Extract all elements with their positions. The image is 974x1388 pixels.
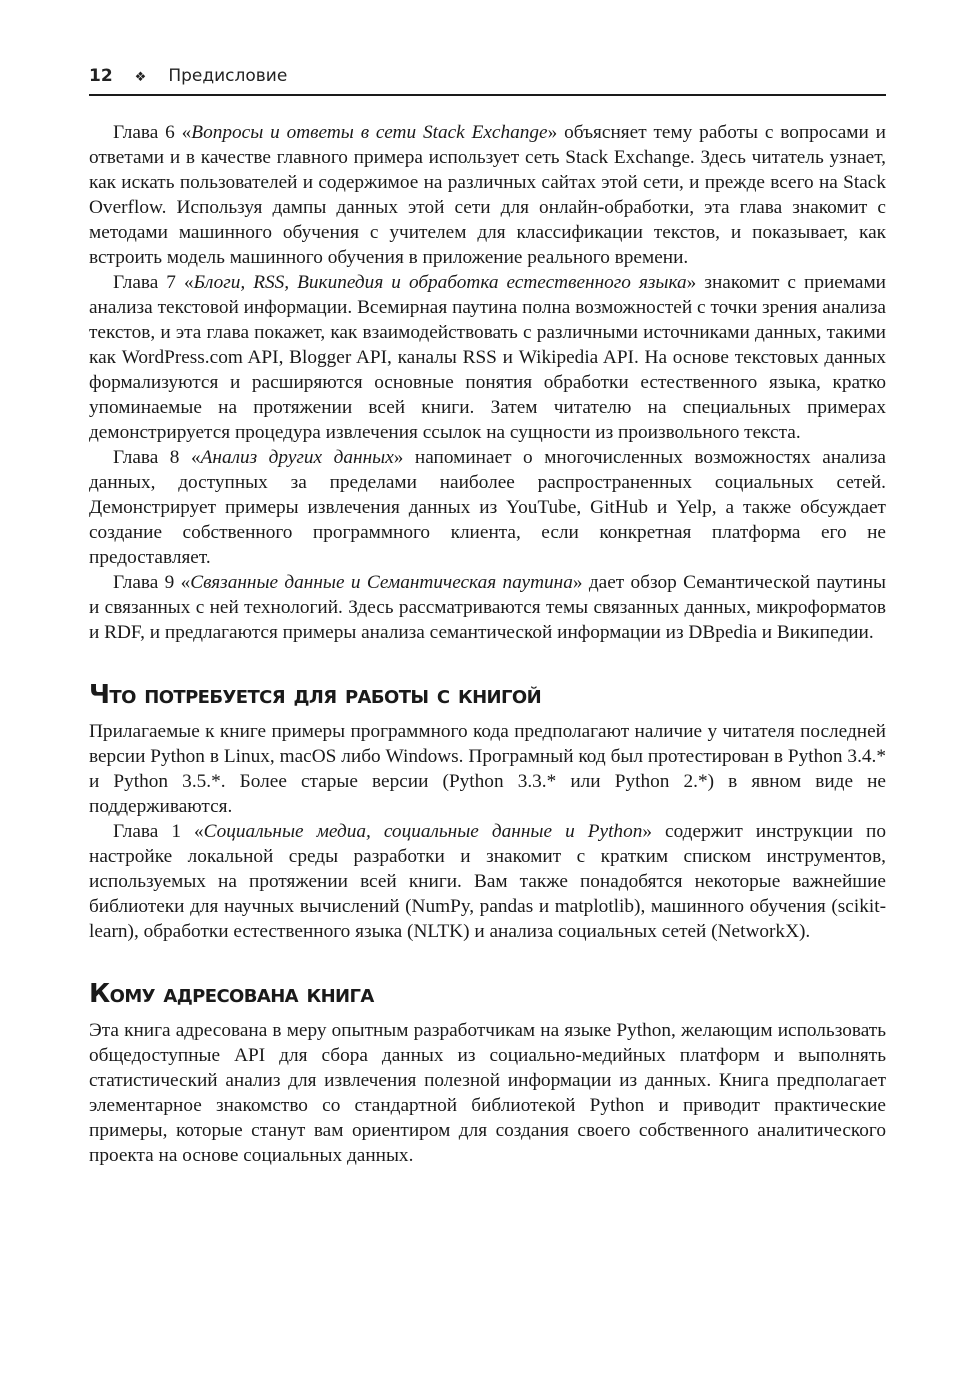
section-title: Предисловие bbox=[168, 66, 288, 86]
chapter-7-paragraph: Глава 7 «Блоги, RSS, Википедия и обработка естественного языка» знакомит с приемами анализа текстовой информации. Всемирная паутина полна возможностей с точки зрения анализа текстов, и эта глава покажет, как взаимодействовать с различными источниками данных, такими как WordPress.com API, Blogger API, каналы RSS и Wikipedia API. На основе текстовых данных формализуются и расширяются основные понятия обработки естественного языка, кратко упоминаемые на протяжении всей книги. Затем читателю на специальных примерах демонстрируется процедура извлечения ссылок на сущности из произвольного текста. bbox=[89, 272, 886, 443]
chapter-title: Анализ других данных bbox=[200, 447, 394, 468]
book-page bbox=[89, 66, 886, 1168]
requirements-heading: Что потребуется для работы с книгой bbox=[89, 680, 542, 710]
page-body bbox=[89, 120, 886, 1168]
requirements-paragraph: Прилагаемые к книге примеры программного кода предполагают наличие у читателя последней версии Python в Linux, macOS либо Windows. Програмный код был протестирован в Python 3.4.* и Python 3.5.*. Более старые версии (Python 3.3.* или Python 2.*) в явном виде не поддерживаются. bbox=[89, 721, 886, 817]
chapter-9-paragraph: Глава 9 «Связанные данные и Семантическая паутина» дает обзор Семантической паутины и связанных с ней технологий. Здесь рассматриваются темы связанных данных, микроформатов и RDF, и предлагаются примеры анализа семантической информации из DBpedia и Википедии. bbox=[89, 572, 886, 643]
chapter-title: Блоги, RSS, Википедия и обработка естественного языка bbox=[193, 272, 687, 293]
running-header bbox=[89, 66, 886, 96]
chapter-title: Социальные медиа, социальные данные и Python bbox=[203, 821, 643, 842]
chapter-title: Связанные данные и Семантическая паутина bbox=[190, 572, 573, 593]
audience-heading: Кому адресована книга bbox=[89, 979, 374, 1009]
chapter-title: Вопросы и ответы в сети Stack Exchange bbox=[191, 122, 548, 143]
audience-paragraph: Эта книга адресована в меру опытным разработчикам на языке Python, желающим использовать общедоступные API для сбора данных из социально-медийных платформ и выполнять статистический анализ для извлечения полезной информации из данных. Книга предполагает элементарное знакомство со стандартной библиотекой Python и приводит практические примеры, которые станут вам ориентиром для создания своего собственного аналитического проекта на основе социальных данных. bbox=[89, 1020, 886, 1166]
diamond-ornament-icon: ❖ bbox=[134, 70, 147, 85]
chapter-6-paragraph: Глава 6 «Вопросы и ответы в сети Stack Exchange» объясняет тему работы с вопросами и ответами и в качестве главного примера использует сеть Stack Exchange. Здесь читатель узнает, как искать пользователей и содержимое на различных сайтах этой сети, и прежде всего на Stack Overflow. Используя дампы данных этой сети для онлайн-обработки, эта глава знакомит с методами машинного обучения с учителем для классификации текстов, и показывает, как встроить модель машинного обучения в приложение реального времени. bbox=[89, 122, 886, 268]
page-number: 12 bbox=[89, 66, 113, 86]
chapter-8-paragraph: Глава 8 «Анализ других данных» напоминает о многочисленных возможностях анализа данных, доступных за пределами наиболее распространенных социальных сетей. Демонстрирует примеры извлечения данных из YouTube, GitHub и Yelp, а также обсуждает создание собственного программного клиента, если конкретная платформа его не предоставляет. bbox=[89, 447, 886, 568]
chapter-1-paragraph: Глава 1 «Социальные медиа, социальные данные и Python» содержит инструкции по настройке локальной среды разработки и знакомит с кратким списком инструментов, используемых на протяжении всей книги. Вам также понадобятся некоторые важнейшие библиотеки для научных вычислений (NumPy, pandas и matplotlib), машинного обучения (scikit-learn), обработки естественного языка (NLTK) и анализа социальных сетей (NetworkX). bbox=[89, 821, 886, 942]
